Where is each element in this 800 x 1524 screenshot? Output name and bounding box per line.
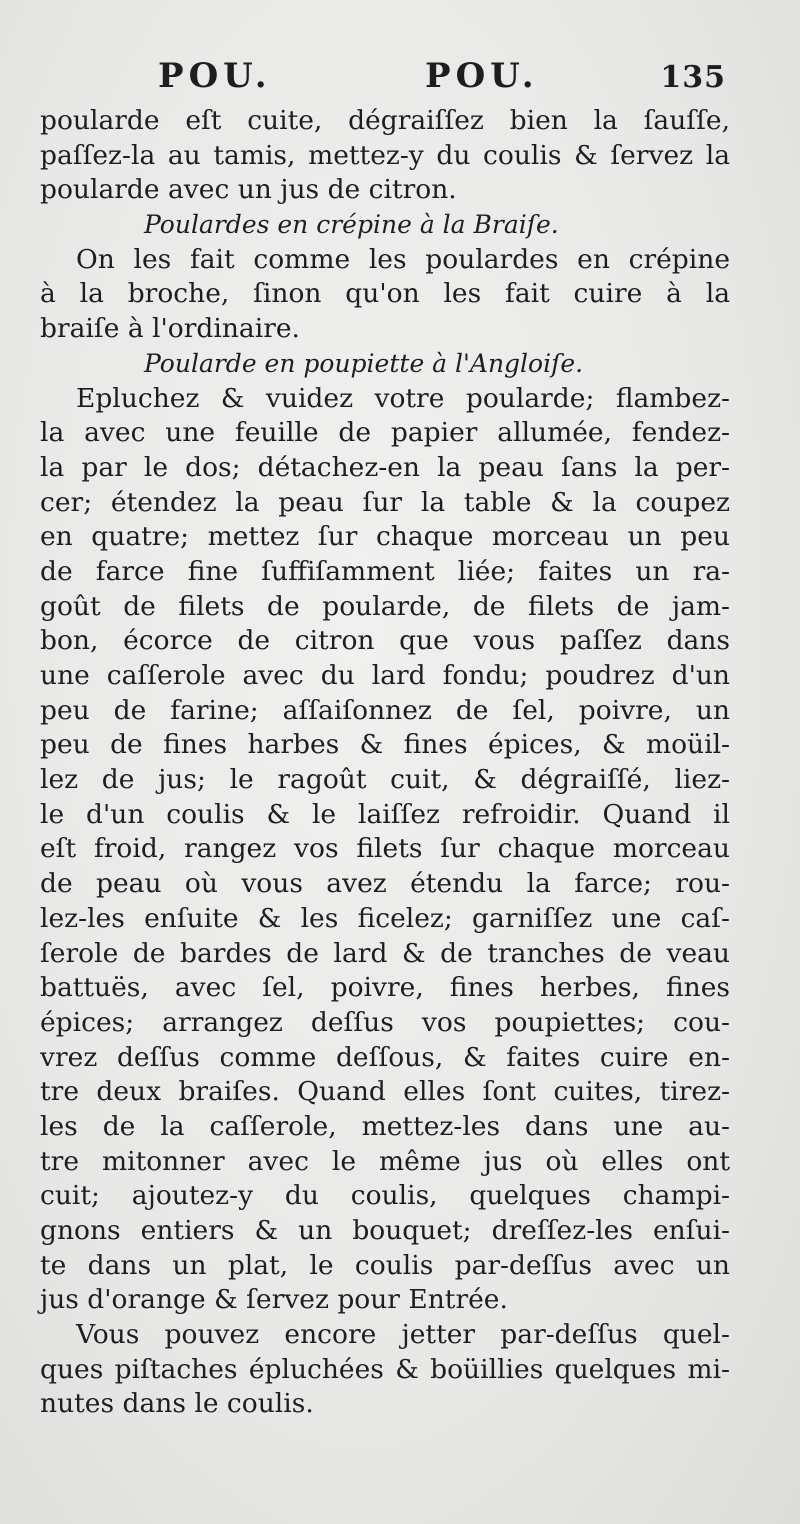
text-line: tre mitonner avec le même jus où elles ont	[40, 1145, 730, 1177]
text-line: les de la caſſerole, mettez-les dans une au-	[40, 1110, 730, 1142]
running-header	[40, 52, 730, 104]
text-line: vrez deſſus comme deſſous, & faites cuire en-	[40, 1041, 730, 1073]
text-line: goût de filets de poularde, de filets de jam-	[40, 590, 730, 622]
text-line: une caſſerole avec du lard fondu; poudrez d'un	[40, 660, 730, 691]
body-text	[40, 104, 730, 1422]
text-line: lez-les enſuite & les ficelez; garniſſez une caſ-	[40, 902, 730, 934]
text-line: cuit; ajoutez-y du coulis, quelques champi-	[40, 1180, 730, 1212]
text-line: Vous pouvez encore jetter par-deſſus quel-	[76, 1319, 730, 1351]
text-line: poularde avec un jus de citron.	[40, 174, 457, 206]
text-line: la par le dos; détachez-en la peau ſans la per-	[40, 451, 730, 483]
text-line: de peau où vous avez étendu la farce; rou-	[40, 868, 730, 900]
text-line: peu de farine; aſſaiſonnez de ſel, poivre, un	[40, 694, 730, 726]
text-line: la avec une feuille de papier allumée, fendez-	[40, 417, 730, 449]
header-left-word: POU.	[158, 56, 272, 96]
recipe-title: Poulardes en crépine à la Braiſe.	[144, 210, 559, 240]
text-line: cer; étendez la peau ſur la table & la coupez	[40, 486, 730, 518]
text-line: On les fait comme les poulardes en crépine	[76, 243, 730, 275]
recipe-title: Poularde en poupiette à l'Angloiſe.	[144, 348, 584, 378]
text-line: paſſez-la au tamis, mettez-y du coulis & ſervez la	[40, 139, 730, 171]
text-line: gnons entiers & un bouquet; dreſſez-les enſui-	[40, 1215, 730, 1246]
text-line: de farce fine ſuffiſamment liée; faites un ra-	[40, 555, 730, 587]
text-line: en quatre; mettez ſur chaque morceau un peu	[40, 521, 730, 553]
text-line: ques piſtaches épluchées & boüillies quelques mi-	[40, 1353, 730, 1385]
text-line: poularde eſt cuite, dégraiſſez bien la ſauſſe,	[40, 105, 730, 136]
text-line: bon, écorce de citron que vous paſſez dans	[40, 625, 730, 657]
text-line: à la broche, ſinon qu'on les fait cuire à la	[40, 278, 730, 310]
text-line: eſt froid, rangez vos filets ſur chaque morceau	[40, 833, 730, 865]
text-line: tre deux braiſes. Quand elles ſont cuites, tirez-	[40, 1076, 730, 1108]
text-line: ſerole de bardes de lard & de tranches de veau	[40, 937, 730, 969]
text-line: battuës, avec ſel, poivre, fines herbes, fines	[40, 972, 730, 1004]
text-line: nutes dans le coulis.	[40, 1388, 314, 1420]
text-line: lez de jus; le ragoût cuit, & dégraiſſé, liez-	[40, 764, 730, 796]
text-line: te dans un plat, le coulis par-deſſus avec un	[40, 1249, 730, 1281]
text-line: Epluchez & vuidez votre poularde; flambez-	[76, 382, 730, 414]
text-line: braiſe à l'ordinaire.	[40, 313, 300, 345]
header-center-word: POU.	[425, 56, 539, 96]
text-line: peu de fines harbes & fines épices, & moüil-	[40, 729, 730, 761]
text-line: épices; arrangez deſſus vos poupiettes; cou-	[40, 1006, 730, 1038]
text-line: le d'un coulis & le laiſſez refroidir. Quand il	[40, 798, 730, 830]
page-number: 135	[660, 60, 726, 95]
page-text	[40, 52, 730, 1422]
text-line: jus d'orange & ſervez pour Entrée.	[40, 1284, 508, 1316]
